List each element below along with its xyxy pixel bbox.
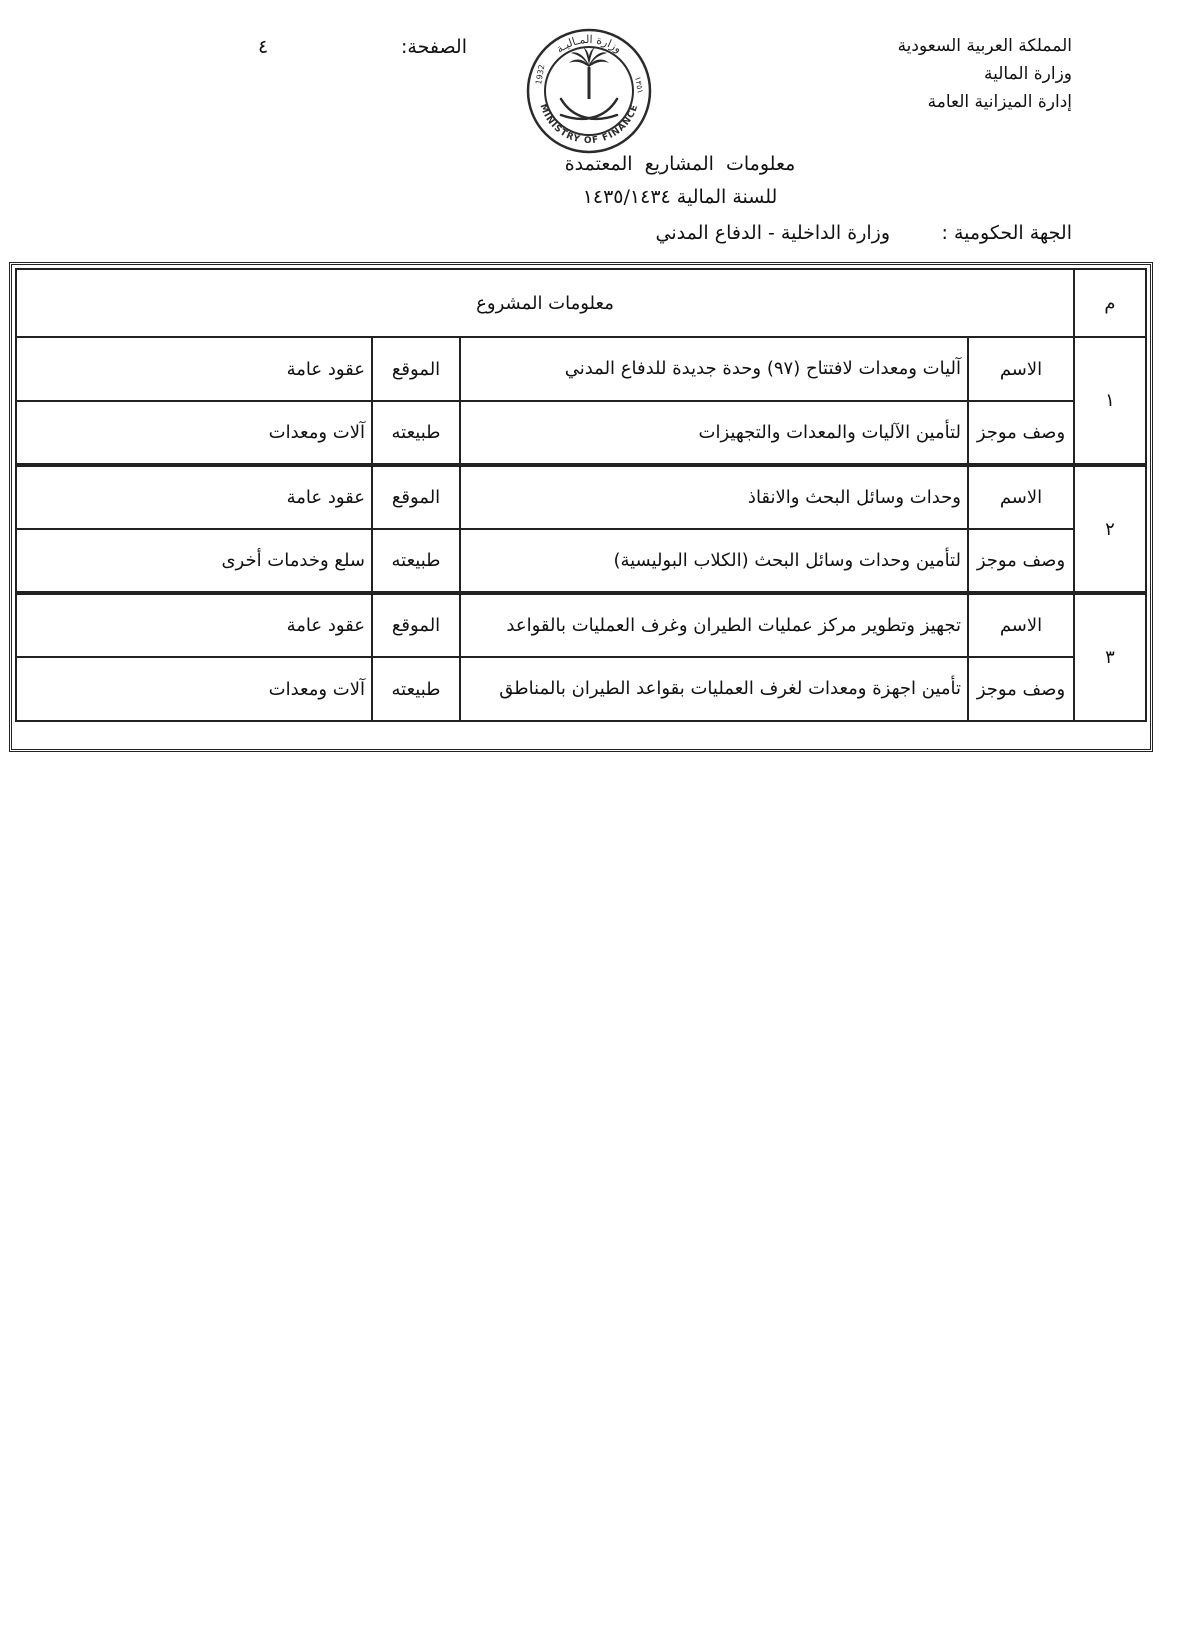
palm-icon — [569, 47, 609, 99]
org-line-department: إدارة الميزانية العامة — [927, 92, 1072, 112]
nature-label: طبيعته — [372, 529, 460, 593]
project-description: لتأمين وحدات وسائل البحث (الكلاب البوليسية) — [460, 529, 968, 593]
seal-year-left: 1932 — [534, 63, 547, 86]
org-line-kingdom: المملكة العربية السعودية — [897, 36, 1072, 56]
project-nature: آلات ومعدات — [16, 657, 372, 721]
project-name: آليات ومعدات لافتتاح (٩٧) وحدة جديدة للدفاع المدني — [460, 337, 968, 401]
projects-table — [15, 268, 1147, 722]
table-row — [16, 465, 1146, 529]
project-number: ١ — [1074, 337, 1146, 465]
project-description: تأمين اجهزة ومعدات لغرف العمليات بقواعد الطيران بالمناطق — [460, 657, 968, 721]
entity-label: الجهة الحكومية : — [941, 222, 1072, 244]
name-label: الاسم — [968, 337, 1074, 401]
project-number: ٣ — [1074, 593, 1146, 721]
table-row — [16, 657, 1146, 721]
project-name: وحدات وسائل البحث والانقاذ — [460, 465, 968, 529]
desc-label: وصف موجز — [968, 657, 1074, 721]
org-line-ministry: وزارة المالية — [984, 64, 1072, 84]
project-nature: آلات ومعدات — [16, 401, 372, 465]
table-header-row — [16, 269, 1146, 337]
project-number: ٢ — [1074, 465, 1146, 593]
col-info-header: معلومات المشروع — [16, 269, 1074, 337]
nature-label: طبيعته — [372, 657, 460, 721]
crossed-swords-icon — [561, 99, 617, 119]
table-row — [16, 337, 1146, 401]
location-label: الموقع — [372, 465, 460, 529]
location-label: الموقع — [372, 593, 460, 657]
seal-arabic-text: وزارة المـاليـة — [553, 32, 625, 56]
desc-label: وصف موجز — [968, 529, 1074, 593]
project-name: تجهيز وتطوير مركز عمليات الطيران وغرف العمليات بالقواعد — [460, 593, 968, 657]
page-number: ٤ — [258, 36, 269, 58]
document-title: معلومات المشاريع المعتمدة — [564, 153, 796, 175]
nature-label: طبيعته — [372, 401, 460, 465]
fiscal-year-subtitle: للسنة المالية ١٤٣٥/١٤٣٤ — [582, 186, 778, 208]
org-header — [898, 32, 1072, 116]
table-row — [16, 401, 1146, 465]
project-nature: سلع وخدمات أخرى — [16, 529, 372, 593]
project-location: عقود عامة — [16, 465, 372, 529]
table-row — [16, 593, 1146, 657]
desc-label: وصف موجز — [968, 401, 1074, 465]
seal-english-text: MINISTRY OF FINANCE — [537, 102, 641, 147]
project-location: عقود عامة — [16, 593, 372, 657]
name-label: الاسم — [968, 465, 1074, 529]
table-row — [16, 529, 1146, 593]
name-label: الاسم — [968, 593, 1074, 657]
ministry-seal-logo — [525, 27, 653, 155]
project-description: لتأمين الآليات والمعدات والتجهيزات — [460, 401, 968, 465]
project-location: عقود عامة — [16, 337, 372, 401]
location-label: الموقع — [372, 337, 460, 401]
entity-value: وزارة الداخلية - الدفاع المدني — [655, 222, 890, 244]
col-number-header: م — [1074, 269, 1146, 337]
page-label: الصفحة: — [400, 36, 467, 58]
seal-year-right: ١٣٥١ — [633, 75, 645, 95]
